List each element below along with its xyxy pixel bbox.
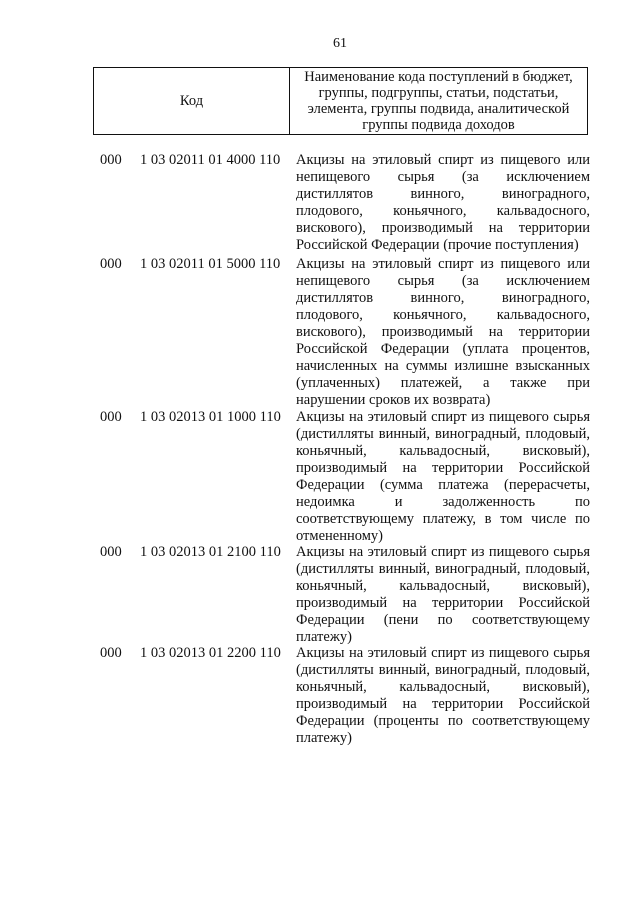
table-row: [100, 409, 590, 544]
table-row: [100, 152, 590, 256]
table-header: [93, 67, 588, 135]
revenue-code: 1 03 02013 01 2200 110: [140, 645, 281, 661]
admin-code: 000: [100, 645, 122, 661]
revenue-code: 1 03 02013 01 2100 110: [140, 544, 281, 560]
table-row: [100, 256, 590, 409]
revenue-name: Акцизы на этиловый спирт из пищевого сырья (дистилляты винный, виноградный, плодовый, коньячный, кальвадосный, висковый), производимый на территории Российской Федерации (проценты по соответствующему платежу): [296, 645, 590, 746]
revenue-code: 1 03 02013 01 1000 110: [140, 409, 281, 425]
revenue-code: 1 03 02011 01 4000 110: [140, 152, 281, 168]
header-code-cell: Код: [94, 68, 290, 134]
revenue-code-list: [100, 152, 590, 747]
admin-code: 000: [100, 256, 122, 272]
table-row: [100, 645, 590, 747]
revenue-name: Акцизы на этиловый спирт из пищевого сырья (дистилляты винный, виноградный, плодовый, коньячный, кальвадосный, висковый), производимый на территории Российской Федерации (сумма платежа (перерасчеты, недоимка и задолженность по соответствующему платежу, в том числе по отмененному): [296, 409, 590, 544]
table-row: [100, 544, 590, 645]
header-name-cell: Наименование кода поступлений в бюджет, группы, подгруппы, статьи, подстатьи, элемента, группы подвида, аналитической группы подвида доходов: [304, 69, 573, 133]
admin-code: 000: [100, 544, 122, 560]
revenue-name: Акцизы на этиловый спирт из пищевого или непищевого сырья (за исключением дистиллятов винного, виноградного, плодового, коньячного, кальвадосного, вискового), производимый на территории Российской Федерации (прочие поступления): [296, 152, 590, 253]
admin-code: 000: [100, 152, 122, 168]
page-number: 61: [333, 36, 347, 51]
revenue-code: 1 03 02011 01 5000 110: [140, 256, 281, 272]
admin-code: 000: [100, 409, 122, 425]
revenue-name: Акцизы на этиловый спирт из пищевого сырья (дистилляты винный, виноградный, плодовый, коньячный, кальвадосный, висковый), производимый на территории Российской Федерации (пени по соответствующему платежу): [296, 544, 590, 645]
revenue-name: Акцизы на этиловый спирт из пищевого или непищевого сырья (за исключением дистиллятов винного, виноградного, плодового, коньячного, кальвадосного, вискового), производимый на территории Российской Федерации (уплата процентов, начисленных на суммы излишне взысканных (уплаченных) платежей, а также при нарушении сроков их возврата): [296, 256, 590, 408]
